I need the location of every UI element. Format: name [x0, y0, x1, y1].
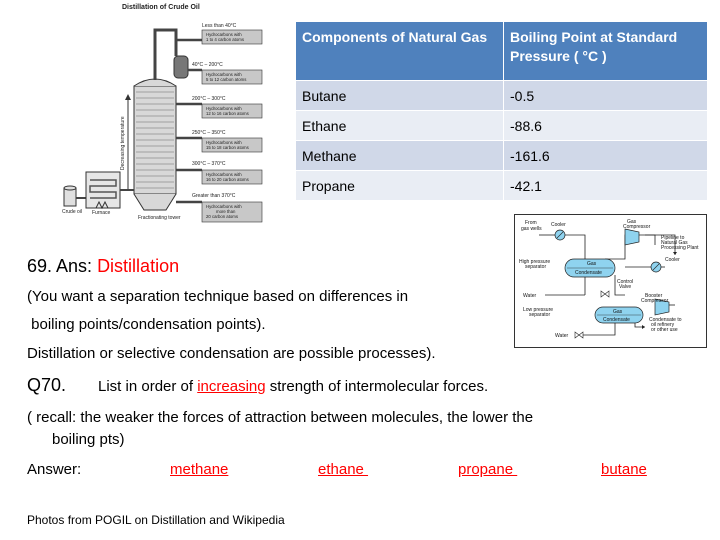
fraction-product: 5 to 12 carbon atoms — [206, 77, 247, 82]
cell-boiling-point: -42.1 — [504, 171, 708, 201]
fraction-product: Hydrocarbons with — [206, 106, 242, 111]
label-gas: Gas — [587, 261, 597, 267]
label-gas: Gas — [613, 309, 623, 315]
compressor-icon — [625, 229, 639, 245]
label-condensate: Condensate — [575, 270, 602, 276]
label-hp-separator: separator — [525, 264, 547, 270]
furnace-label: Furnace — [92, 210, 111, 216]
answer-item: methane — [170, 461, 229, 478]
label-control-valve: Control — [617, 279, 634, 285]
label-control-valve: Valve — [619, 284, 632, 290]
recall-line-2: boiling pts) — [52, 431, 125, 448]
label-water: Water — [555, 333, 569, 339]
q69-answer: Distillation — [97, 256, 180, 276]
fraction-product: Hydrocarbons with — [206, 72, 242, 77]
gas-separation-figure — [514, 214, 707, 348]
cell-boiling-point: -161.6 — [504, 141, 708, 171]
label-lp-separator: Low pressure — [523, 307, 554, 313]
label-gas-compressor: Gas — [627, 219, 637, 225]
fraction-product: Hydrocarbons with — [206, 204, 242, 209]
valve-icon — [601, 291, 609, 297]
cell-component: Propane — [296, 171, 504, 201]
fraction-temp: 40°C – 200°C — [192, 62, 223, 68]
fraction-product: Hydrocarbons with — [206, 172, 242, 177]
table-row — [296, 171, 708, 201]
crude-oil-label: Crude oil — [62, 209, 83, 215]
label-to-refinery: or other use — [651, 327, 678, 333]
fraction-temp: 200°C – 300°C — [192, 96, 226, 102]
q70-label: Q70. — [27, 375, 67, 395]
explanation-line-3: Distillation or selective condensation are possible processes). — [27, 345, 436, 362]
explanation-line-2: boiling points/condensation points). — [27, 316, 266, 333]
cell-boiling-point: -0.5 — [504, 81, 708, 111]
q70-text: List in order of — [98, 378, 198, 395]
label-to-refinery: Condensate to — [649, 317, 682, 323]
explanation-line-1: (You want a separation technique based on differences in — [27, 288, 409, 305]
answer-label: Answer: — [27, 461, 82, 478]
boiling-point-table — [296, 22, 708, 200]
header-boiling-point: Boiling Point at Standard Pressure ( °C ) — [504, 22, 708, 81]
q69-label: 69. Ans: — [27, 256, 98, 276]
fraction-temp: 250°C – 350°C — [192, 130, 226, 136]
fraction-product: 16 to 20 carbon atoms — [206, 177, 249, 182]
recall-line-1: ( recall: the weaker the forces of attraction between molecules, the lower the — [27, 409, 534, 426]
label-cooler: Cooler — [665, 257, 680, 263]
fraction-product: Hydrocarbons with — [206, 32, 242, 37]
label-pipeline: Processing Plant — [661, 245, 699, 251]
q70-keyword: increasing — [197, 378, 266, 395]
valve-icon — [575, 332, 583, 338]
table-row — [296, 141, 708, 171]
label-gas-compressor: Compressor — [623, 224, 651, 230]
cell-component: Methane — [296, 141, 504, 171]
label-to-refinery: oil refinery — [651, 322, 675, 328]
crude-oil-distillation-figure — [26, 0, 294, 232]
answer-item: ethane — [318, 461, 369, 478]
label-booster: Booster — [645, 293, 663, 299]
fraction-temp: 300°C – 370°C — [192, 161, 226, 167]
q69-answer-line — [27, 255, 179, 277]
axis-label: Decreasing temperature — [120, 116, 126, 170]
label-cooler: Cooler — [551, 222, 566, 228]
label-lp-separator: separator — [529, 312, 551, 318]
fraction-product: 1 to 4 carbon atoms — [206, 37, 244, 42]
photo-credit: Photos from POGIL on Distillation and Wikipedia — [27, 513, 285, 527]
table-row — [296, 81, 708, 111]
fraction-temp: Less than 40°C — [202, 23, 237, 29]
label-pipeline: Natural Gas — [661, 240, 688, 246]
label-from-wells: gas wells — [521, 226, 542, 232]
figure-title: Distillation of Crude Oil — [122, 4, 200, 11]
table-row — [296, 111, 708, 141]
label-pipeline: Pipeline to — [661, 235, 685, 241]
label-booster: Compressor — [641, 298, 669, 304]
label-from-wells: From — [525, 220, 537, 226]
cell-component: Ethane — [296, 111, 504, 141]
label-hp-separator: High pressure — [519, 259, 551, 265]
fraction-product: 20 carbon atoms — [206, 214, 239, 219]
cell-component: Butane — [296, 81, 504, 111]
q70-text: strength of intermolecular forces. — [265, 378, 489, 395]
fraction-product: 12 to 16 carbon atoms — [206, 111, 249, 116]
fraction-temp: Greater than 370°C — [192, 193, 236, 199]
answer-item: butane — [601, 461, 647, 478]
fraction-product: Hydrocarbons with — [206, 140, 242, 145]
label-water: Water — [523, 293, 537, 299]
fraction-product: more than — [216, 209, 236, 214]
header-components: Components of Natural Gas — [296, 22, 504, 81]
table-header-row — [296, 22, 708, 81]
cell-boiling-point: -88.6 — [504, 111, 708, 141]
answer-item: propane — [458, 461, 518, 478]
tower-label: Fractionating tower — [138, 215, 181, 221]
fraction-product: 15 to 18 carbon atoms — [206, 145, 249, 150]
label-condensate: Condensate — [603, 317, 630, 323]
q70-question — [98, 377, 488, 397]
